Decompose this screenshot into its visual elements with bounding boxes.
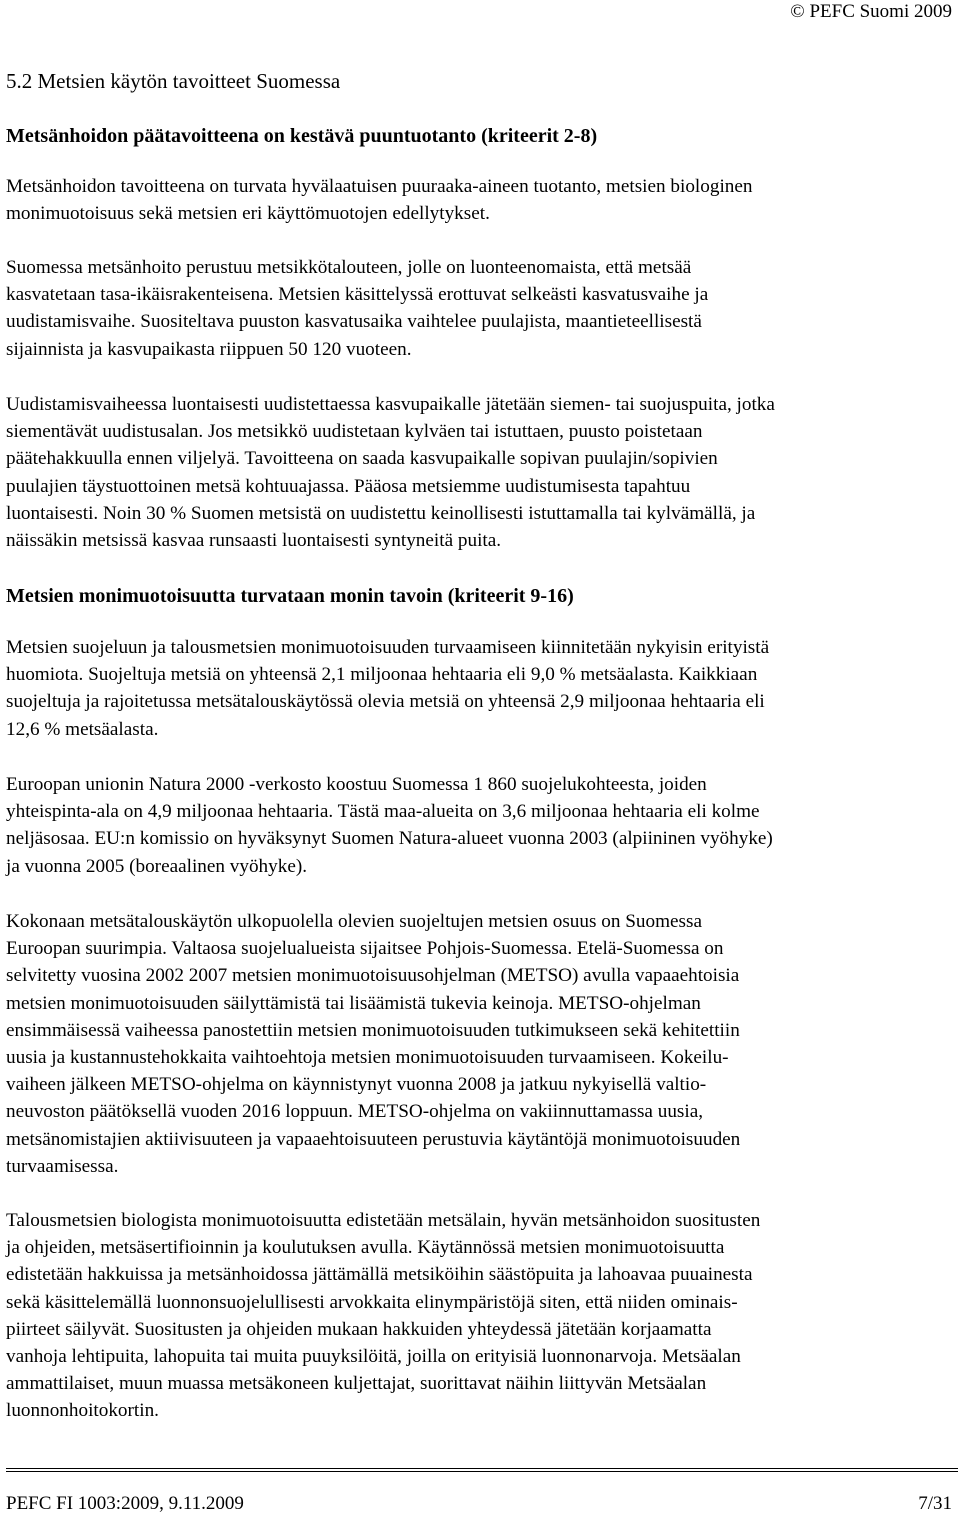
- paragraph-line: Metsien suojeluun ja talousmetsien monimuotoisuuden turvaamiseen kiinnitetään nykyisin erityistä: [6, 637, 770, 658]
- paragraph-line: Suomessa metsänhoito perustuu metsikkötalouteen, jolle on luonteenomaista, että metsää: [6, 257, 692, 278]
- paragraph-line: päätehakkuulla ennen viljelyä. Tavoitteena on saada kasvupaikalle sopivan puulajin/sopivien: [6, 448, 718, 470]
- paragraph-line: ensimmäisessä vaiheessa panostettiin metsien monimuotoisuuden tutkimukseen sekä kehitettiin: [6, 1019, 740, 1041]
- subheading-biodiversity: Metsien monimuotoisuutta turvataan monin tavoin (kriteerit 9-16): [6, 585, 574, 607]
- paragraph-line: neuvoston päätöksellä vuoden 2016 loppuun. METSO-ohjelma on vakiinnuttamassa uusia,: [6, 1101, 704, 1123]
- paragraph-line: vanhoja lehtipuita, lahopuita tai muita puuyksilöitä, joilla on erityisiä luonnonarvoja. Metsäalan: [6, 1346, 741, 1368]
- paragraph-line: piirteet säilyvät. Suositusten ja ohjeiden mukaan hakkuiden yhteydessä jätetään korjaamatta: [6, 1318, 712, 1340]
- paragraph-line: kasvatetaan tasa-ikäisrakenteisena. Metsien käsittelyssä erottuvat selkeästi kasvatusvaihe ja: [6, 284, 709, 306]
- paragraph-line: Euroopan unionin Natura 2000 -verkosto koostuu Suomessa 1 860 suojelukohteesta, joiden: [6, 774, 707, 795]
- paragraph-line: Euroopan suurimpia. Valtaosa suojelualueista sijaitsee Pohjois-Suomessa. Etelä-Suomessa on: [6, 938, 724, 960]
- paragraph-line: Uudistamisvaiheessa luontaisesti uudistettaessa kasvupaikalle jätetään siemen- tai suojuspuita, jotka: [6, 394, 775, 415]
- footer-page-number: 7/31: [918, 1493, 952, 1514]
- paragraph-line: metsien monimuotoisuuden säilyttämistä tai lisäämistä tukevia keinoja. METSO-ohjelman: [6, 992, 701, 1014]
- paragraph-line: näissäkin metsissä kasvaa runsaasti luontaisesti syntyneitä puita.: [6, 530, 502, 552]
- paragraph-line: Kokonaan metsätalouskäytön ulkopuolella olevien suojeltujen metsien osuus on Suomessa: [6, 911, 702, 932]
- paragraph-line: yhteispinta-ala on 4,9 miljoonaa hehtaaria. Tästä maa-alueita on 3,6 miljoonaa hehtaaria eli kolme: [6, 801, 760, 823]
- footer-divider: [6, 1468, 958, 1469]
- paragraph-line: vaiheen jälkeen METSO-ohjelma on käynnistynyt vuonna 2008 ja jatkuu nykyisellä valtio-: [6, 1074, 707, 1096]
- subheading-production: Metsänhoidon päätavoitteena on kestävä puuntuotanto (kriteerit 2-8): [6, 125, 598, 147]
- paragraph-5: [6, 771, 952, 880]
- paragraph-line: ammattilaiset, muun muassa metsäkoneen kuljettajat, suorittavat näihin liittyvän Metsäalan: [6, 1373, 707, 1395]
- paragraph-2: [6, 254, 952, 363]
- section-title: 5.2 Metsien käytön tavoitteet Suomessa: [6, 69, 341, 93]
- copyright-header: © PEFC Suomi 2009: [790, 1, 952, 22]
- paragraph-line: Metsänhoidon tavoitteena on turvata hyvälaatuisen puuraaka-aineen tuotanto, metsien biologinen: [6, 176, 753, 197]
- paragraph-line: puulajien täystuottoinen metsä kohtuuajassa. Pääosa metsiemme uudistumisesta tapahtuu: [6, 475, 691, 497]
- paragraph-line: selvitetty vuosina 2002 2007 metsien monimuotoisuusohjelman (METSO) avulla vapaaehtoisia: [6, 965, 740, 987]
- paragraph-line: luontaisesti. Noin 30 % Suomen metsistä on uudistettu keinollisesti istuttamalla tai kylvämällä, ja: [6, 502, 756, 524]
- paragraph-line: sekä käsittelemällä luonnonsuojelullisesti arvokkaita elinympäristöjä siten, että niiden ominais-: [6, 1291, 738, 1313]
- paragraph-1: [6, 173, 952, 227]
- paragraph-line: metsänomistajien aktiivisuuteen ja vapaaehtoisuuteen perustuvia käytäntöjä monimuotoisuuden: [6, 1128, 741, 1150]
- footer-document-id: PEFC FI 1003:2009, 9.11.2009: [6, 1493, 244, 1514]
- paragraph-line: ja vuonna 2005 (boreaalinen vyöhyke).: [6, 855, 308, 877]
- paragraph-line: suojeltuja ja rajoitetussa metsätalouskäytössä olevia metsiä on yhteensä 2,9 miljoonaa hehtaaria eli: [6, 691, 765, 713]
- paragraph-line: ja ohjeiden, metsäsertifioinnin ja koulutuksen avulla. Käytännössä metsien monimuotoisuutta: [6, 1237, 725, 1259]
- paragraph-line: uusia ja kustannustehokkaita vaihtoehtoja metsien monimuotoisuuden turvaamiseen. Kokeilu-: [6, 1047, 729, 1069]
- paragraph-line: turvaamisessa.: [6, 1155, 119, 1177]
- paragraph-line: 12,6 % metsäalasta.: [6, 718, 159, 740]
- paragraph-line: uudistamisvaihe. Suositeltava puuston kasvatusaika vaihtelee puulajista, maantieteellisestä: [6, 311, 702, 333]
- paragraph-line: sijainnista ja kasvupaikasta riippuen 50 120 vuoteen.: [6, 338, 412, 360]
- paragraph-4: [6, 634, 952, 743]
- paragraph-3: [6, 391, 952, 554]
- footer-divider: [6, 1471, 958, 1472]
- paragraph-line: huomiota. Suojeltuja metsiä on yhteensä 2,1 miljoonaa hehtaaria eli 9,0 % metsäalasta. Kaikkiaan: [6, 664, 758, 686]
- paragraph-line: luonnonhoitokortin.: [6, 1400, 159, 1422]
- paragraph-line: neljäsosaa. EU:n komissio on hyväksynyt Suomen Natura-alueet vuonna 2003 (alpiininen vyöhyke): [6, 828, 773, 850]
- paragraph-line: monimuotoisuus sekä metsien eri käyttömuotojen edellytykset.: [6, 203, 490, 225]
- paragraph-7: [6, 1207, 952, 1425]
- paragraph-line: Talousmetsien biologista monimuotoisuutta edistetään metsälain, hyvän metsänhoidon suositusten: [6, 1210, 761, 1231]
- paragraph-6: [6, 908, 952, 1180]
- paragraph-line: edistetään hakkuissa ja metsänhoidossa jättämällä metsiköihin säästöpuita ja lahoavaa puuainesta: [6, 1264, 753, 1286]
- paragraph-line: siementävät uudistusalan. Jos metsikkö uudistetaan kylväen tai istuttaen, puusto poistetaan: [6, 421, 703, 443]
